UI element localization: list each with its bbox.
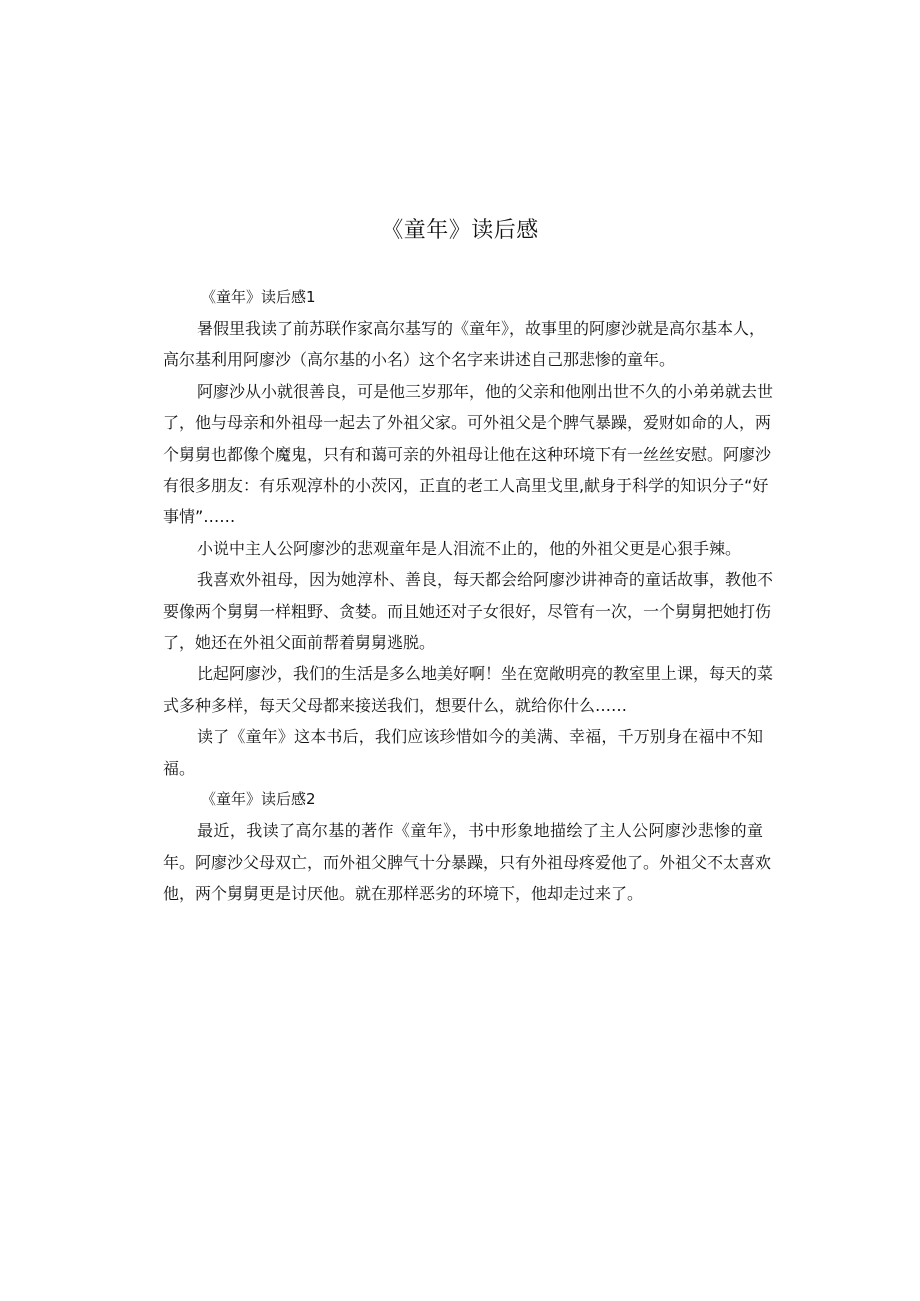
- text-line: 式多种多样，每天父母都来接送我们，想要什么，就给你什么……: [163, 695, 628, 715]
- paragraph: [163, 313, 766, 376]
- paragraph: [163, 721, 763, 784]
- text-line: 高尔基利用阿廖沙（高尔基的小名）这个名字来讲述自己那悲惨的童年。: [163, 350, 676, 370]
- text-line: 他，两个舅舅更是讨厌他。就在那样恶劣的环境下，他却走过来了。: [163, 883, 644, 903]
- text-line: 个舅舅也都像个魔鬼，只有和蔼可亲的外祖母让他在这种环境下有一丝丝安慰。阿廖沙: [163, 444, 772, 464]
- text-line: 要像两个舅舅一样粗野、贪婪。而且她还对子女很好，尽管有一次，一个舅舅把她打伤: [163, 601, 772, 621]
- text-line: 读了《童年》这本书后，我们应该珍惜如今的美满、幸福，千万别身在福中不知: [197, 727, 763, 747]
- paragraph: [163, 815, 772, 909]
- document-title: 《童年》读后感: [381, 218, 539, 243]
- section-heading: 《童年》读后感2: [201, 790, 316, 809]
- text-line: 福。: [163, 758, 196, 778]
- paragraph: [163, 376, 774, 533]
- text-line: 事情”……: [163, 507, 236, 527]
- paragraph: [163, 564, 774, 658]
- section-2: [163, 784, 772, 909]
- text-line: 了，他与母亲和外祖母一起去了外祖父家。可外祖父是个脾气暴躁，爱财如命的人，两: [163, 413, 772, 433]
- text-line: 暑假里我读了前苏联作家高尔基写的《童年》，故事里的阿廖沙就是高尔基本人，: [197, 319, 766, 338]
- text-line: 有很多朋友：有乐观淳朴的小茨冈，正直的老工人高里戈里,献身于科学的知识分子“好: [163, 476, 769, 496]
- text-line: 阿廖沙从小就很善良，可是他三岁那年，他的父亲和他刚出世不久的小弟弟就去世: [197, 381, 774, 401]
- text-line: 最近，我读了高尔基的著作《童年》，书中形象地描绘了主人公阿廖沙悲惨的童: [197, 821, 763, 841]
- text-line: 比起阿廖沙，我们的生活是多么地美好啊！坐在宽敞明亮的教室里上课，每天的菜: [197, 664, 774, 684]
- section-heading: 《童年》读后感1: [201, 288, 316, 306]
- section-1: [163, 282, 774, 784]
- paragraph: [163, 533, 763, 564]
- text-line: 小说中主人公阿廖沙的悲观童年是人泪流不止的，他的外祖父更是心狠手辣。: [197, 538, 742, 558]
- text-line: 了，她还在外祖父面前帮着舅舅逃脱。: [163, 633, 436, 653]
- document-body: [163, 282, 774, 909]
- paragraph: [163, 658, 774, 721]
- text-line: 年。阿廖沙父母双亡，而外祖父脾气十分暴躁，只有外祖母疼爱他了。外祖父不太喜欢: [163, 852, 772, 872]
- text-line: 我喜欢外祖母，因为她淳朴、善良，每天都会给阿廖沙讲神奇的童话故事，教他不: [197, 570, 774, 590]
